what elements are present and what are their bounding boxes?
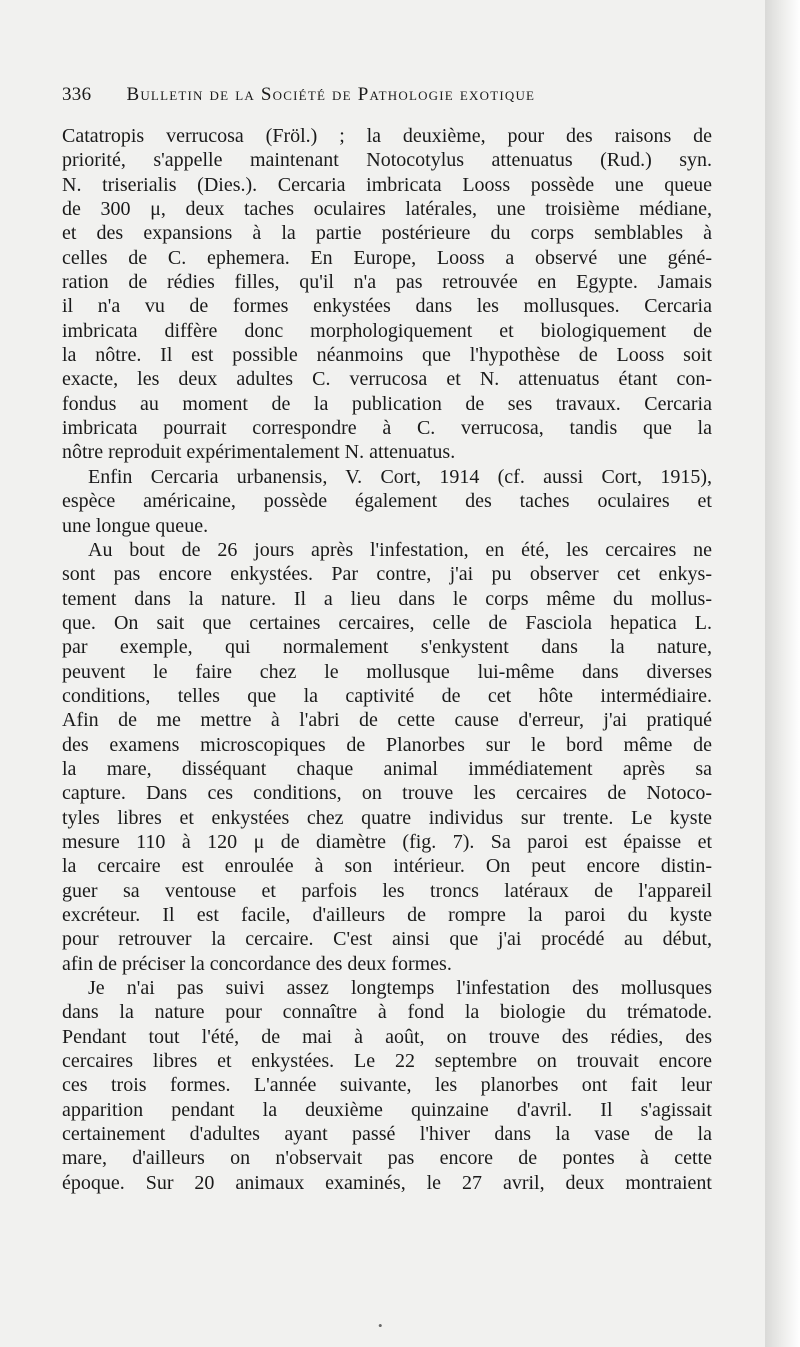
text-line: ration de rédies filles, qu'il n'a pas retrouvée en Egypte. Jamais xyxy=(62,271,712,294)
text-line: exacte, les deux adultes C. verrucosa et N. attenuatus étant con- xyxy=(62,368,712,391)
text-line: conditions, telles que la captivité de cet hôte intermédiaire. xyxy=(62,684,712,707)
text-line: excréteur. Il est facile, d'ailleurs de rompre la paroi du kyste xyxy=(62,904,712,926)
text-line: guer sa ventouse et parfois les troncs latéraux de l'appareil xyxy=(62,879,712,902)
page-number: 336 xyxy=(62,84,92,105)
text-line: ces trois formes. L'année suivante, les planorbes ont fait leur xyxy=(62,1074,712,1097)
text-line: apparition pendant la deuxième quinzaine d'avril. Il s'agissait xyxy=(62,1098,712,1121)
text-line: mesure 110 à 120 μ de diamètre (fig. 7). Sa paroi est épaisse et xyxy=(62,830,712,853)
text-line: la mare, disséquant chaque animal immédiatement après sa xyxy=(62,757,712,780)
text-line: afin de préciser la concordance des deux formes. xyxy=(62,952,452,975)
text-line: celles de C. ephemera. En Europe, Looss a observé une géné- xyxy=(62,246,712,269)
text-line: Au bout de 26 jours après l'infestation, en été, les cercaires ne xyxy=(88,538,712,561)
text-line: cercaires libres et enkystées. Le 22 septembre on trouvait encore xyxy=(62,1050,712,1073)
text-line: des examens microscopiques de Planorbes sur le bord même de xyxy=(62,733,712,756)
text-line: mare, d'ailleurs on n'observait pas encore de pontes à cette xyxy=(62,1147,712,1170)
text-line: et des expansions à la partie postérieure du corps semblables à xyxy=(62,222,712,245)
text-line: imbricata pourrait correspondre à C. verrucosa, tandis que la xyxy=(62,417,712,440)
text-line: dans la nature pour connaître à fond la biologie du trématode. xyxy=(62,1001,712,1024)
text-line: la nôtre. Il est possible néanmoins que l'hypothèse de Looss soit xyxy=(62,344,712,367)
text-line: tement dans la nature. Il a lieu dans le corps même du mollus- xyxy=(62,587,712,610)
text-line: Je n'ai pas suivi assez longtemps l'infestation des mollusques xyxy=(88,977,712,1000)
text-line: capture. Dans ces conditions, on trouve les cercaires de Notoco- xyxy=(62,782,712,805)
text-line: tyles libres et enkystées chez quatre individus sur trente. Le kyste xyxy=(62,806,712,829)
body-text xyxy=(62,124,712,1195)
text-line: par exemple, qui normalement s'enkystent dans la nature, xyxy=(62,636,712,659)
text-line: espèce américaine, possède également des taches oculaires et xyxy=(62,490,712,513)
text-line: nôtre reproduit expérimentalement N. attenuatus. xyxy=(62,441,456,464)
text-line: Enfin Cercaria urbanensis, V. Cort, 1914 (cf. aussi Cort, 1915), xyxy=(88,465,712,488)
text-line: pour retrouver la cercaire. C'est ainsi que j'ai procédé au début, xyxy=(62,928,712,951)
page-mark: • xyxy=(378,1318,383,1333)
book-spine-shadow xyxy=(765,0,800,1347)
text-line: sont pas encore enkystées. Par contre, j'ai pu observer cet enkys- xyxy=(62,563,712,586)
text-line: de 300 μ, deux taches oculaires latérales, une troisième médiane, xyxy=(62,198,712,221)
text-line: Afin de me mettre à l'abri de cette cause d'erreur, j'ai pratiqué xyxy=(62,709,712,732)
text-line: il n'a vu de formes enkystées dans les mollusques. Cercaria xyxy=(62,295,712,318)
text-line: une longue queue. xyxy=(62,514,209,537)
text-line: fondus au moment de la publication de ses travaux. Cercaria xyxy=(62,392,712,415)
text-line: priorité, s'appelle maintenant Notocotylus attenuatus (Rud.) syn. xyxy=(62,149,712,172)
text-line: époque. Sur 20 animaux examinés, le 27 avril, deux montraient xyxy=(62,1171,712,1194)
text-line: que. On sait que certaines cercaires, celle de Fasciola hepatica L. xyxy=(62,611,712,634)
running-title: Bulletin de la Société de Pathologie exotique xyxy=(126,84,536,105)
text-line: Catatropis verrucosa (Fröl.) ; la deuxième, pour des raisons de xyxy=(62,125,712,147)
text-line: peuvent le faire chez le mollusque lui-même dans diverses xyxy=(62,660,712,683)
text-line: Pendant tout l'été, de mai à août, on trouve des rédies, des xyxy=(62,1025,712,1048)
text-line: la cercaire est enroulée à son intérieur. On peut encore distin- xyxy=(62,855,712,878)
running-header xyxy=(62,84,720,106)
text-line: certainement d'adultes ayant passé l'hiver dans la vase de la xyxy=(62,1123,712,1146)
text-line: N. triserialis (Dies.). Cercaria imbricata Looss possède une queue xyxy=(62,173,712,196)
text-line: imbricata diffère donc morphologiquement et biologiquement de xyxy=(62,319,712,342)
